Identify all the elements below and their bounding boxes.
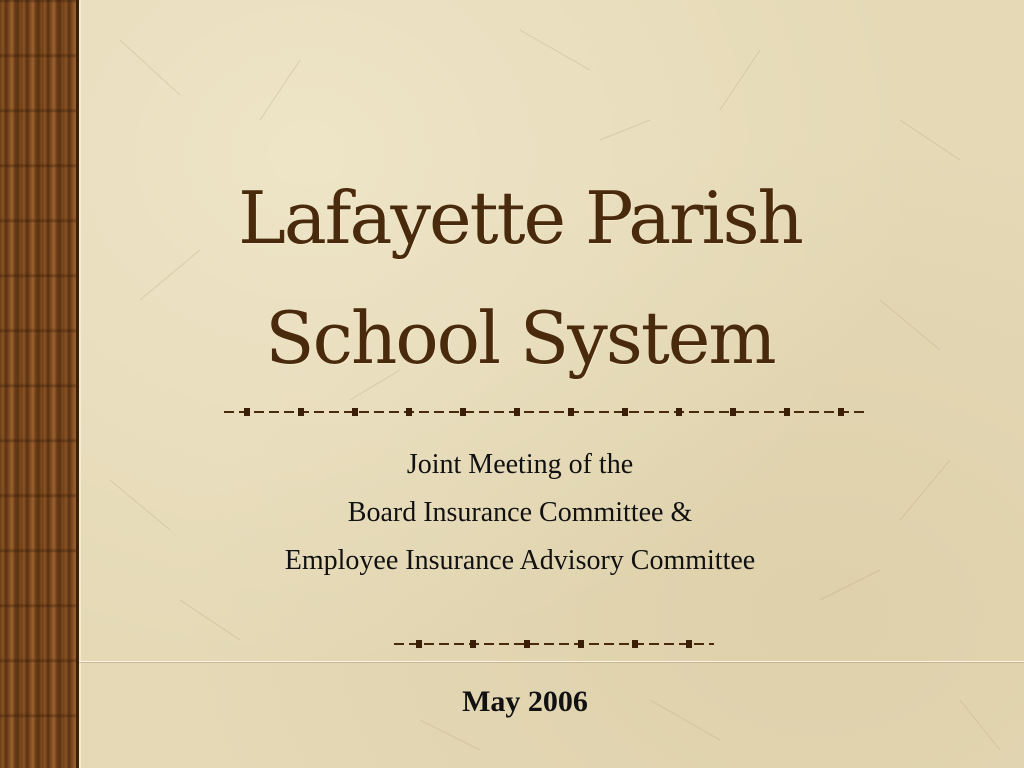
ornamental-divider-bottom [394, 636, 714, 652]
subtitle-line-1: Joint Meeting of the [406, 449, 634, 480]
presentation-date: May 2006 [462, 685, 588, 718]
footer-rule [79, 661, 1024, 662]
title-line-2: School System [265, 296, 775, 380]
slide-subtitle [150, 441, 890, 585]
subtitle-line-2: Board Insurance Committee & [347, 497, 693, 528]
slide-title [150, 158, 890, 398]
wood-border-highlight [79, 0, 81, 768]
title-line-1: Lafayette Parish [238, 176, 802, 260]
wood-border-strip [0, 0, 76, 768]
ornamental-divider-top [224, 404, 866, 420]
subtitle-line-3: Employee Insurance Advisory Committee [284, 545, 756, 576]
